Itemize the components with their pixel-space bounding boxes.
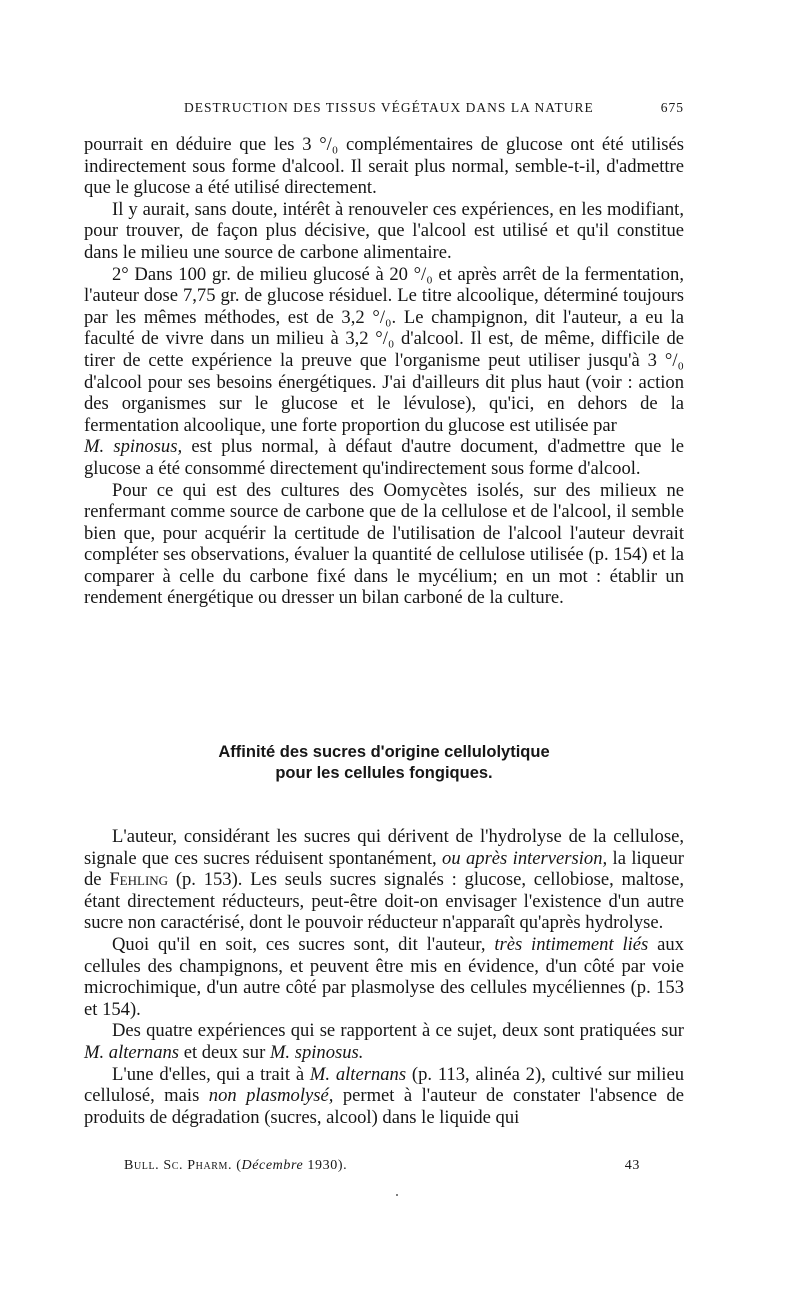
- body-text-lower: [84, 826, 684, 1128]
- paragraph: Pour ce qui est des cultures des Oomycètes isolés, sur des milieux ne renfermant comme source de carbone que de la cellulose et de l'alcool, il semble bien que, pour acquérir la certitude de l'utilisation de l'alcool l'auteur devrait compléter ses observations, évaluer la quantité de cellulose utilisée (p. 154) et la comparer à celle du carbone fixé dans le mycélium; en un mot : établir un rendement énergétique ou dresser un bilan carboné de la culture.: [84, 479, 684, 609]
- paragraph-continuation: pourrait en déduire que les 3 °/₀ complémentaires de glucose ont été utilisés indirectement sous forme d'alcool. Il serait plus normal, semble-t-il, d'admettre que le glucose a été utilisé directement.: [84, 134, 684, 199]
- paragraph: [84, 934, 684, 1020]
- author-name: Fehling: [109, 869, 169, 891]
- paragraph-text: est plus normal, à défaut d'autre document, d'admettre que le glucose a été consommé directement qu'indirectement sous forme d'alcool.: [84, 436, 684, 479]
- text-run: Des quatre expériences qui se rapportent à ce sujet, deux sont pratiquées sur: [112, 1020, 684, 1042]
- paragraph: [84, 1020, 684, 1063]
- text-run: aux cellules des champignons, et peuvent être mis en évidence, d'un côté par voie microchimique, d'un autre côté par plasmolyse des cellules mycéliennes (p. 153 et 154).: [84, 933, 684, 1020]
- journal-citation: [124, 1158, 347, 1174]
- running-title: DESTRUCTION DES TISSUS VÉGÉTAUX DANS LA NATURE: [184, 100, 594, 115]
- text-run: la liqueur de: [84, 847, 684, 891]
- signature-number: 43: [624, 1158, 640, 1173]
- text-run: permet à l'auteur de constater l'absence de produits de dégradation (sucres, alcool) dans le liquide qui: [84, 1085, 684, 1128]
- paragraph: 2° Dans 100 gr. de milieu glucosé à 20 °/₀ et après arrêt de la fermentation, l'auteur dose 7,75 gr. de glucose résiduel. Le titre alcoolique, déterminé toujours par les mêmes méthodes, est de 3,2 °/₀. Le champignon, dit l'auteur, a eu la faculté de vivre dans un milieu à 3,2 °/₀ d'alcool. Il est, de même, difficile de tirer de cette expérience la preuve que l'organisme peut utiliser jusqu'à 3 °/₀ d'alcool pour ses besoins énergétiques. J'ai d'ailleurs dit plus haut (voir : action des organismes sur le glucose et le lévulose), qu'ici, en dehors de la fermentation alcoolique, une forte proportion du glucose est utilisée par: [84, 263, 684, 436]
- species-name: M. alternans: [84, 1041, 180, 1063]
- issue-month: Décembre: [241, 1158, 304, 1173]
- species-name: M. spinosus.: [269, 1041, 364, 1063]
- paragraph: [84, 436, 684, 479]
- issue-year: 1930).: [307, 1158, 348, 1173]
- paragraph: Il y aurait, sans doute, intérêt à renouveler ces expériences, en les modifiant, pour trouver, de façon plus décisive, que l'alcool est utilisé et qu'il constitue dans le milieu une source de carbone alimentaire.: [84, 198, 684, 263]
- print-speck: [396, 1194, 398, 1196]
- italic-run: ou après interversion,: [442, 847, 608, 869]
- section-heading-line: pour les cellules fongiques.: [275, 764, 493, 782]
- section-heading: [84, 742, 684, 784]
- species-name: M. alternans: [309, 1063, 407, 1085]
- text-run: L'auteur, considérant les sucres qui dérivent de l'hydrolyse de la cellulose, signale que ces sucres réduisent spontanément,: [84, 826, 684, 869]
- paragraph: [84, 826, 684, 934]
- section-heading-line: Affinité des sucres d'origine cellulolytique: [218, 743, 550, 761]
- journal-name: Bull. Sc. Pharm.: [124, 1158, 233, 1173]
- italic-run: très intimement liés: [494, 933, 649, 955]
- paragraph: [84, 1064, 684, 1129]
- text-run: (: [236, 1158, 242, 1173]
- body-text-upper: [84, 134, 684, 609]
- italic-run: non plasmolysé,: [208, 1085, 334, 1107]
- species-name: M. spinosus,: [84, 436, 183, 458]
- text-run: L'une d'elles, qui a trait à: [112, 1063, 305, 1085]
- text-run: (p. 153). Les seuls sucres signalés : glucose, cellobiose, maltose, étant directement réducteurs, peut-être doit-on envisager l'existence d'un autre sucre non caractérisé, dont le pouvoir réducteur n'apparaît qu'après hydrolyse.: [84, 869, 685, 934]
- page-number: 675: [660, 100, 684, 115]
- text-run: Quoi qu'il en soit, ces sucres sont, dit l'auteur,: [112, 933, 486, 955]
- text-run: et deux sur: [183, 1041, 266, 1063]
- text-run: (p. 113, alinéa 2), cultivé sur milieu cellulosé, mais: [84, 1063, 685, 1107]
